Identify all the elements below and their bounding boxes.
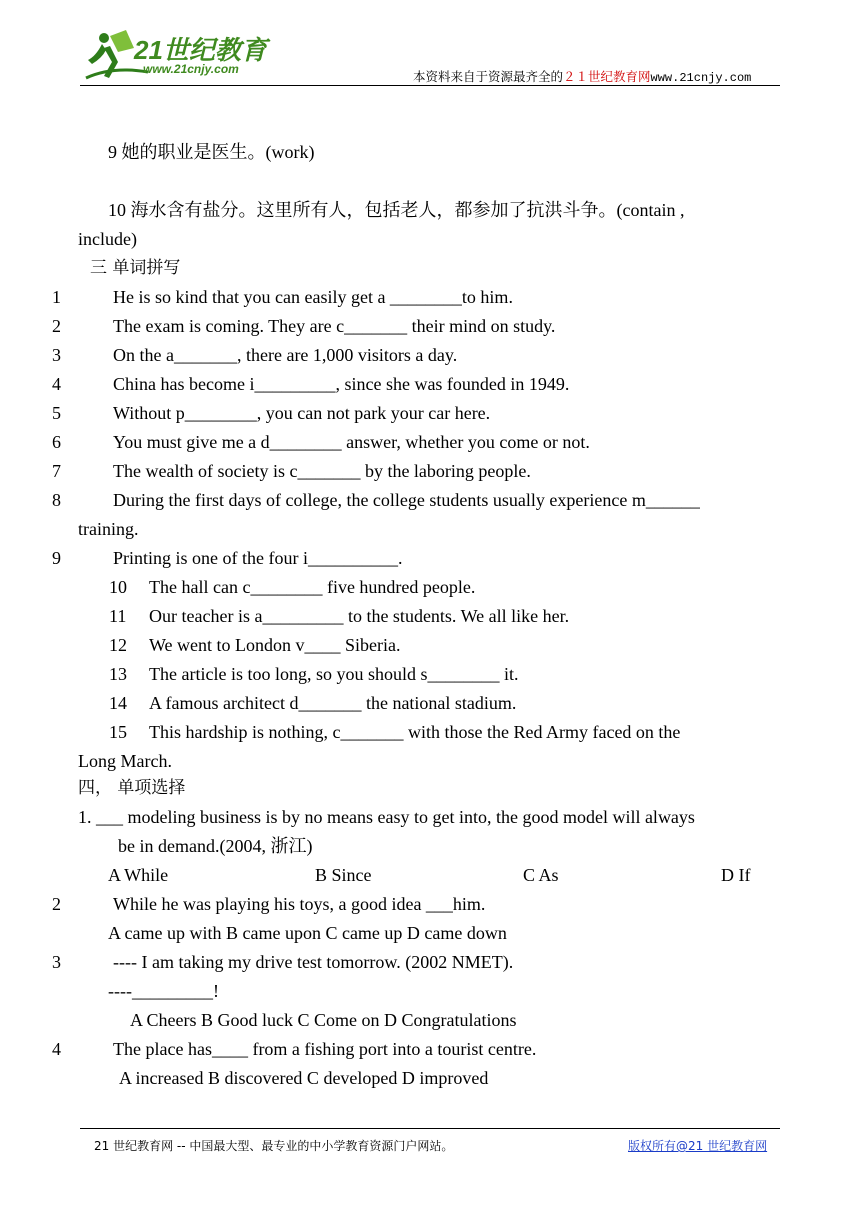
question-1-cont: be in demand.(2004, 浙江) xyxy=(118,836,313,856)
question-1-option-b: B Since xyxy=(315,865,372,885)
question-3-number: 3 xyxy=(52,952,61,972)
spelling-item: He is so kind that you can easily get a ________to him. xyxy=(113,287,513,307)
question-1-option-a: A While xyxy=(108,865,169,885)
logo-url: www.21cnjy.com xyxy=(143,62,239,76)
translation-item-10-cont: include) xyxy=(78,229,137,249)
spelling-item-number: 12 xyxy=(109,635,127,655)
section-3-heading: 三 单词拼写 xyxy=(90,258,181,278)
question-4-options: A increased B discovered C developed D improved xyxy=(119,1068,489,1088)
spelling-item-number: 7 xyxy=(52,461,61,481)
spelling-item-number: 15 xyxy=(109,722,127,742)
footer-text: 21 世纪教育网 -- 中国最大型、最专业的中小学教育资源门户网站。 xyxy=(94,1139,454,1153)
spelling-item-number: 5 xyxy=(52,403,61,423)
question-2-options: A came up with B came upon C came up D came down xyxy=(108,923,507,943)
question-3-options: A Cheers B Good luck C Come on D Congratulations xyxy=(130,1010,517,1030)
spelling-item: The hall can c________ five hundred people. xyxy=(149,577,476,597)
header-source-red: ２１世纪教育网 xyxy=(563,69,651,84)
spelling-item: This hardship is nothing, c_______ with those the Red Army faced on the xyxy=(149,722,681,742)
spelling-item-number: 10 xyxy=(109,577,127,597)
spelling-item: On the a_______, there are 1,000 visitors a day. xyxy=(113,345,458,365)
translation-item-9: 9 她的职业是医生。(work) xyxy=(108,142,315,162)
header-divider xyxy=(80,85,780,86)
spelling-item: Our teacher is a_________ to the students. We all like her. xyxy=(149,606,570,626)
header-source xyxy=(413,67,751,85)
question-3: ---- I am taking my drive test tomorrow. (2002 NMET). xyxy=(113,952,514,972)
spelling-item-number: 11 xyxy=(109,606,127,626)
spelling-item: During the first days of college, the college students usually experience m______ xyxy=(113,490,700,510)
spelling-item: You must give me a d________ answer, whether you come or not. xyxy=(113,432,590,452)
question-4-number: 4 xyxy=(52,1039,61,1059)
spelling-item: We went to London v____ Siberia. xyxy=(149,635,401,655)
question-3-reply: ----_________! xyxy=(108,981,219,1001)
spelling-item-number: 3 xyxy=(52,345,61,365)
question-1: 1. ___ modeling business is by no means easy to get into, the good model will always xyxy=(78,807,695,827)
spelling-item: The article is too long, so you should s________ it. xyxy=(149,664,519,684)
spelling-item-number: 14 xyxy=(109,693,127,713)
question-2: While he was playing his toys, a good idea ___him. xyxy=(113,894,486,914)
spelling-item-cont: Long March. xyxy=(78,751,172,771)
question-1-option-c: C As xyxy=(523,865,559,885)
footer-divider xyxy=(80,1128,780,1129)
spelling-item-number: 1 xyxy=(52,287,61,307)
section-4-heading: 四， 单项选择 xyxy=(78,778,186,798)
spelling-item-number: 4 xyxy=(52,374,61,394)
spelling-item: A famous architect d_______ the national stadium. xyxy=(149,693,517,713)
question-1-option-d: D If xyxy=(721,865,751,885)
spelling-item: Printing is one of the four i__________. xyxy=(113,548,403,568)
spelling-item: The exam is coming. They are c_______ their mind on study. xyxy=(113,316,556,336)
question-2-number: 2 xyxy=(52,894,61,914)
header-source-site: www.21cnjy.com xyxy=(650,71,752,85)
logo-text: 21世纪教育 xyxy=(134,35,267,65)
spelling-item-number: 2 xyxy=(52,316,61,336)
spelling-item-number: 8 xyxy=(52,490,61,510)
question-4: The place has____ from a fishing port into a tourist centre. xyxy=(113,1039,537,1059)
spelling-item-number: 6 xyxy=(52,432,61,452)
spelling-item: The wealth of society is c_______ by the laboring people. xyxy=(113,461,531,481)
spelling-item-number: 13 xyxy=(109,664,127,684)
translation-item-10: 10 海水含有盐分。这里所有人，包括老人，都参加了抗洪斗争。(contain , xyxy=(108,200,685,220)
spelling-item: China has become i_________, since she was founded in 1949. xyxy=(113,374,570,394)
header-source-prefix: 本资料来自于资源最齐全的 xyxy=(413,69,564,84)
spelling-item-number: 9 xyxy=(52,548,61,568)
spelling-item: Without p________, you can not park your car here. xyxy=(113,403,491,423)
spelling-item-cont: training. xyxy=(78,519,139,539)
copyright-link[interactable]: 版权所有@21 世纪教育网 xyxy=(628,1139,768,1153)
